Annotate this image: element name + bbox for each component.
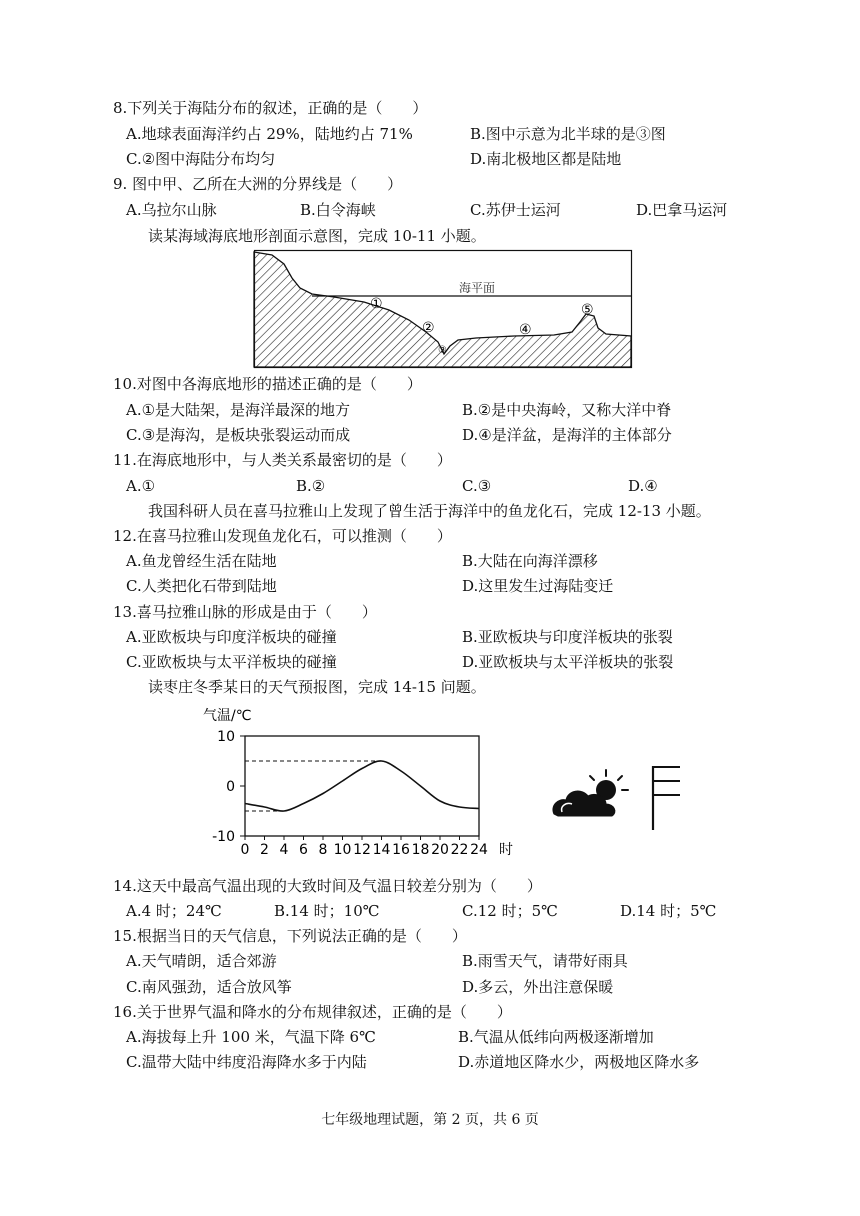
x-axis-label: 时 [499, 842, 513, 858]
intro-12-13: 我国科研人员在喜马拉雅山上发现了曾生活于海洋中的鱼龙化石，完成 12-13 小题。 [148, 502, 711, 520]
question-10-option-d[interactable]: D.④是洋盆，是海洋的主体部分 [462, 426, 672, 444]
sea-level-label: 海平面 [459, 281, 496, 295]
temperature-series-line [245, 761, 479, 811]
x-tick-label: 8 [318, 842, 328, 858]
question-9-option-b[interactable]: B.白令海峡 [300, 201, 376, 219]
question-13-option-a[interactable]: A.亚欧板块与印度洋板块的碰撞 [126, 628, 337, 646]
question-8-option-c[interactable]: C.②图中海陆分布均匀 [126, 150, 276, 168]
question-10-option-b[interactable]: B.②是中央海岭，又称大洋中脊 [462, 401, 672, 419]
seabed-profile-figure [254, 250, 632, 368]
x-tick-label: 22 [450, 842, 469, 858]
plot-area-frame [245, 736, 479, 836]
y-tick-label: 0 [226, 779, 235, 795]
page-footer: 七年级地理试题，第 2 页，共 6 页 [321, 1112, 539, 1128]
x-tick-label: 24 [470, 842, 488, 858]
x-tick-label: 0 [240, 842, 250, 858]
question-15-option-a[interactable]: A.天气晴朗，适合郊游 [126, 952, 277, 970]
question-11-option-c[interactable]: C.③ [462, 477, 492, 495]
question-12-option-c[interactable]: C.人类把化石带到陆地 [126, 577, 277, 595]
marker-4: ④ [519, 322, 532, 338]
partly-cloudy-icon [548, 768, 634, 822]
question-13-stem: 13.喜马拉雅山脉的形成是由于（ ） [113, 603, 377, 621]
question-13-option-d[interactable]: D.亚欧板块与太平洋板块的张裂 [462, 653, 674, 671]
question-12-stem: 12.在喜马拉雅山发现鱼龙化石，可以推测（ ） [113, 527, 452, 545]
x-tick-label: 10 [333, 842, 352, 858]
question-12-option-d[interactable]: D.这里发生过海陆变迁 [462, 577, 614, 595]
x-tick-label: 12 [353, 842, 371, 858]
question-14-option-d[interactable]: D.14 时；5℃ [620, 902, 717, 920]
question-8-option-d[interactable]: D.南北极地区都是陆地 [470, 150, 622, 168]
question-8-stem: 8.下列关于海陆分布的叙述，正确的是（ ） [113, 99, 428, 117]
question-16-option-c[interactable]: C.温带大陆中纬度沿海降水多于内陆 [126, 1053, 367, 1071]
question-12-option-a[interactable]: A.鱼龙曾经生活在陆地 [126, 552, 277, 570]
x-tick-label: 6 [299, 842, 308, 858]
x-tick-label: 16 [392, 842, 410, 858]
marker-2: ② [422, 320, 435, 336]
question-11-stem: 11.在海底地形中，与人类关系最密切的是（ ） [113, 451, 452, 469]
question-10-option-a[interactable]: A.①是大陆架，是海洋最深的地方 [126, 401, 351, 419]
question-11-option-b[interactable]: B.② [296, 477, 326, 495]
x-tick-label: 20 [431, 842, 449, 858]
x-tick-label: 18 [411, 842, 430, 858]
question-15-option-b[interactable]: B.雨雪天气，请带好雨具 [462, 952, 628, 970]
question-13-option-c[interactable]: C.亚欧板块与太平洋板块的碰撞 [126, 653, 337, 671]
marker-3: ③ [438, 345, 447, 356]
question-16-option-a[interactable]: A.海拔每上升 100 米，气温下降 6℃ [126, 1028, 376, 1046]
question-16-option-b[interactable]: B.气温从低纬向两极逐渐增加 [458, 1028, 654, 1046]
question-9-option-d[interactable]: D.巴拿马运河 [636, 201, 728, 219]
question-16-option-d[interactable]: D.赤道地区降水少，两极地区降水多 [458, 1053, 700, 1071]
question-14-stem: 14.这天中最高气温出现的大致时间及气温日较差分别为（ ） [113, 877, 542, 895]
question-11-option-d[interactable]: D.④ [628, 477, 658, 495]
question-10-stem: 10.对图中各海底地形的描述正确的是（ ） [113, 375, 422, 393]
temperature-chart [195, 700, 525, 870]
question-11-option-a[interactable]: A.① [126, 477, 156, 495]
question-12-option-b[interactable]: B.大陆在向海洋漂移 [462, 552, 598, 570]
intro-14-15: 读枣庄冬季某日的天气预报图，完成 14-15 问题。 [148, 678, 486, 696]
wind-flag-icon [650, 764, 684, 832]
question-16-stem: 16.关于世界气温和降水的分布规律叙述，正确的是（ ） [113, 1003, 512, 1021]
y-axis-label: 气温/℃ [203, 708, 252, 724]
question-9-option-a[interactable]: A.乌拉尔山脉 [126, 201, 217, 219]
question-8-option-a[interactable]: A.地球表面海洋约占 29%，陆地约占 71% [126, 125, 413, 143]
question-8-option-b[interactable]: B.图中示意为北半球的是③图 [470, 125, 666, 143]
y-tick-label: -10 [212, 829, 235, 845]
question-14-option-c[interactable]: C.12 时；5℃ [462, 902, 558, 920]
question-14-option-a[interactable]: A.4 时；24℃ [126, 902, 222, 920]
question-15-option-d[interactable]: D.多云，外出注意保暖 [462, 978, 614, 996]
question-10-option-c[interactable]: C.③是海沟，是板块张裂运动而成 [126, 426, 351, 444]
marker-5: ⑤ [581, 302, 594, 318]
x-tick-label: 4 [279, 842, 289, 858]
x-tick-label: 14 [372, 842, 391, 858]
question-15-option-c[interactable]: C.南风强劲，适合放风筝 [126, 978, 292, 996]
marker-1: ① [370, 296, 383, 312]
question-9-stem: 9. 图中甲、乙所在大洲的分界线是（ ） [113, 175, 403, 193]
question-15-stem: 15.根据当日的天气信息，下列说法正确的是（ ） [113, 927, 467, 945]
question-13-option-b[interactable]: B.亚欧板块与印度洋板块的张裂 [462, 628, 673, 646]
x-tick-label: 2 [260, 842, 269, 858]
y-tick-label: 10 [217, 729, 235, 745]
question-9-option-c[interactable]: C.苏伊士运河 [470, 201, 561, 219]
question-14-option-b[interactable]: B.14 时；10℃ [274, 902, 380, 920]
intro-10-11: 读某海域海底地形剖面示意图，完成 10-11 小题。 [148, 227, 486, 245]
